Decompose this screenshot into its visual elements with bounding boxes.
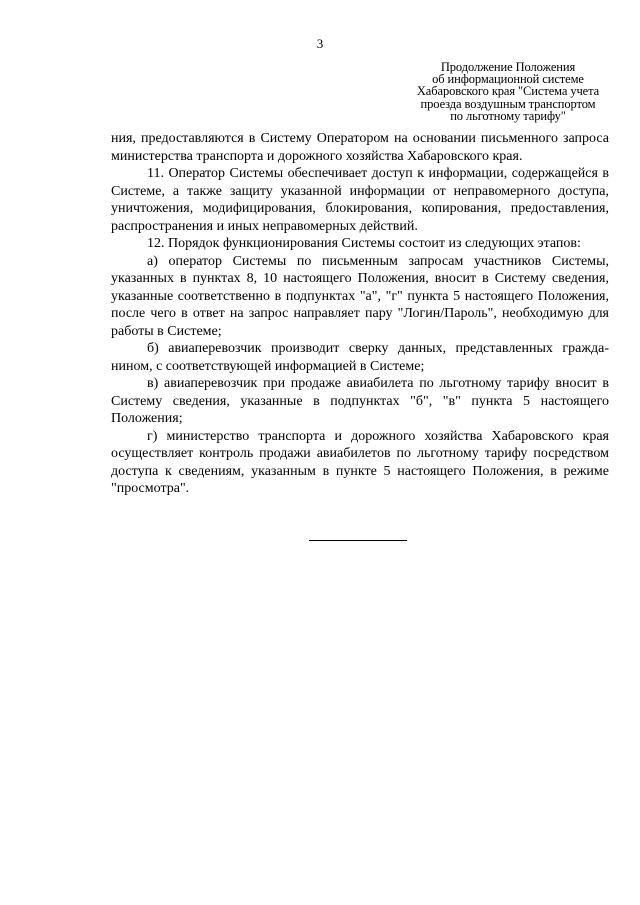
document-header [402,61,614,122]
paragraph-subitem-a: а) оператор Системы по письменным запросам участников Системы, указанных в пунктах 8, 10 настоящего Положения, вносит в Систему сведения, указанные соответственно в подпунктах "а", "г" пункта 5 настоящего Положения, после чего в ответ на запрос направляет пару "Логин/Пароль", необходимую для работы в Системе; [111,253,609,339]
paragraph-item-11: 11. Оператор Системы обеспечивает доступ к информации, содержащейся в Системе, а также защиту указанной информации от неправомерного доступа, уничтожения, модифицирования, блокирования, копирования, предоставления, распространения и иных неправомерных действий. [111,166,609,234]
paragraph-subitem-b: б) авиаперевозчик производит сверку данных, представленных гражданином, с соответствующей информацией в Системе; [111,341,609,374]
header-line: Продолжение Положения [440,60,576,74]
header-line: Хабаровского края "Система учета [416,84,600,99]
paragraph-item-12: 12. Порядок функционирования Системы состоит из следующих этапов: [147,236,581,251]
page-number: 3 [316,36,324,51]
header-line: об информационной системе [432,72,584,87]
header-line: проезда воздушным транспортом [420,96,596,111]
paragraph-continuation: ния, предоставляются в Систему Оператором на основании письменного запроса министерства транспорта и дорожного хозяйства Хабаровского края. [111,131,609,164]
document-body [111,130,609,498]
paragraph-subitem-g: г) министерство транспорта и дорожного хозяйства Хабаровского края осуществляет контроль продажи авиабилетов по льготному тарифу посредством доступа к сведениям, указанным в пункте 5 настоящего Положения, в режиме "просмотра". [111,428,609,496]
paragraph-subitem-v: в) авиаперевозчик при продаже авиабилета по льготному тарифу вносит в Систему сведения, указанные в подпунктах "б", "в" пункта 5 настоящего Положения; [111,376,609,426]
header-line: по льготному тарифу" [450,108,566,123]
end-divider [309,540,407,541]
